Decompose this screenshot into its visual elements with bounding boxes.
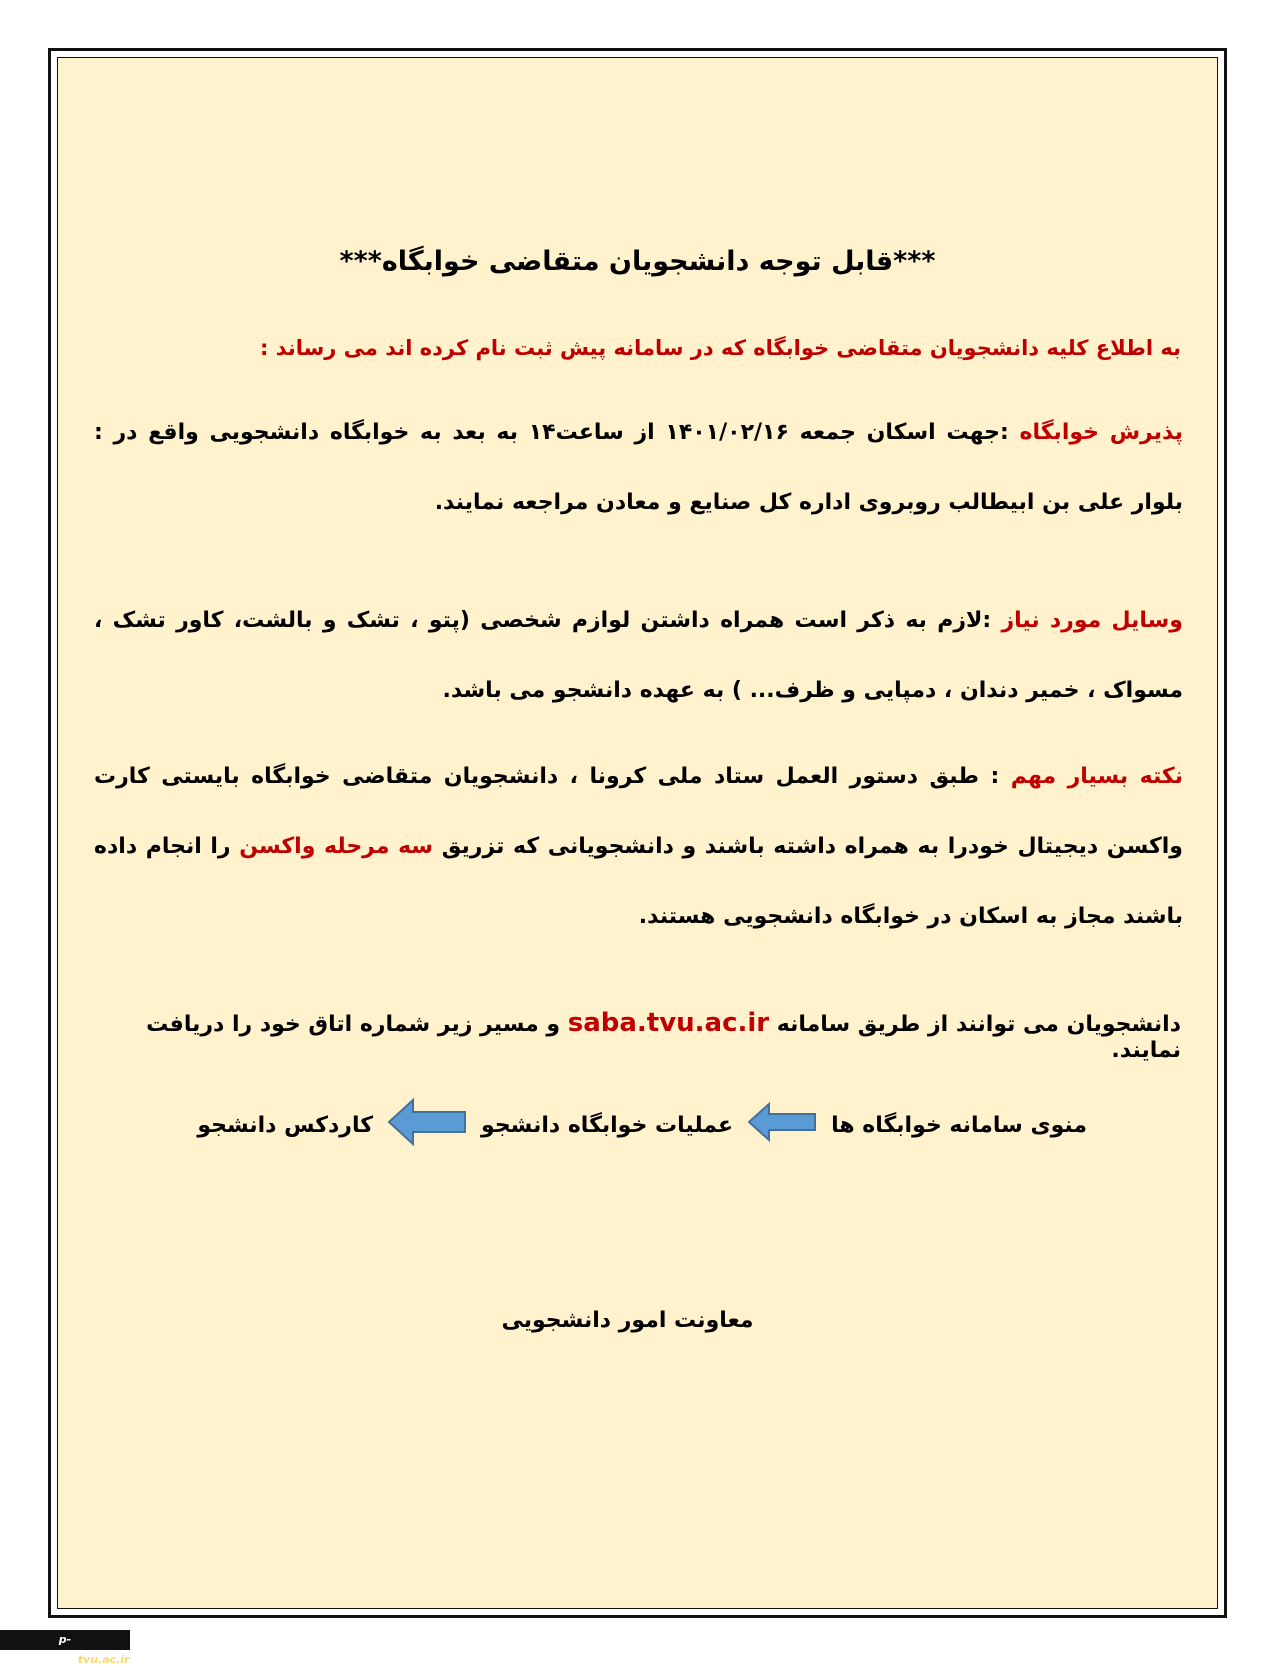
- items-label: وسایل مورد نیاز: [1001, 608, 1183, 633]
- footer-domain: tvu.ac.ir: [77, 1653, 130, 1666]
- room-paragraph: [94, 1008, 1181, 1063]
- important-text-before: : طبق دستور العمل ستاد ملی کرونا ، دانشجویان متقاضی خوابگاه بایستی کارت واکسن دیجیتال خودرا به همراه داشته باشند و دانشجویانی که تزریق: [94, 764, 1183, 859]
- important-label: نکته بسیار مهم: [1010, 764, 1183, 789]
- notice-title: ***قابل توجه دانشجویان متقاضی خوابگاه***: [339, 246, 936, 277]
- notice-frame: [48, 48, 1227, 1618]
- left-arrow-icon: [747, 1102, 817, 1148]
- notice-inner-border: [57, 57, 1218, 1609]
- left-arrow-icon: [387, 1098, 467, 1152]
- path-step-cardex: کاردکس دانشجو: [197, 1112, 374, 1138]
- portal-link[interactable]: saba.tvu.ac.ir: [567, 1008, 770, 1038]
- footer-prefix: p-bandarabas.: [0, 1633, 78, 1666]
- items-text: :لازم به ذکر است همراه داشتن لوازم شخصی (پتو ، تشک و بالشت، کاور تشک ، مسواک ، خمیر دندان ، دمپایی و ظرف... ) به عهده دانشجو می باشد.: [94, 608, 1183, 703]
- path-step-operations: عملیات خوابگاه دانشجو: [481, 1112, 734, 1138]
- notice-content: [58, 58, 1217, 1608]
- room-text-before: دانشجویان می توانند از طریق سامانه: [769, 1012, 1181, 1037]
- signature: معاونت امور دانشجویی: [501, 1308, 754, 1333]
- room-text-after: و مسیر زیر شماره اتاق خود را دریافت نمایند.: [146, 1012, 1181, 1063]
- important-paragraph: [94, 742, 1183, 952]
- vaccine-highlight: سه مرحله واکسن: [239, 834, 434, 859]
- path-step-menu: منوی سامانه خوابگاه ها: [831, 1112, 1087, 1138]
- menu-path: [94, 1098, 1087, 1152]
- important-text-after: را انجام داده باشند مجاز به اسکان در خوابگاه دانشجویی هستند.: [94, 834, 1183, 929]
- admission-paragraph: [94, 398, 1183, 538]
- notice-intro: به اطلاع کلیه دانشجویان متقاضی خوابگاه که در سامانه پیش ثبت نام کرده اند می رساند :: [260, 336, 1181, 360]
- site-footer-tag: [0, 1630, 130, 1666]
- admission-text: :جهت اسکان جمعه ۱۴۰۱/۰۲/۱۶ از ساعت۱۴ به بعد به خوابگاه دانشجویی واقع در : بلوار علی بن ابیطالب روبروی اداره کل صنایع و معادن مراجعه نمایند.: [94, 420, 1183, 515]
- items-paragraph: [94, 586, 1183, 726]
- admission-label: پذیرش خوابگاه: [1019, 420, 1183, 445]
